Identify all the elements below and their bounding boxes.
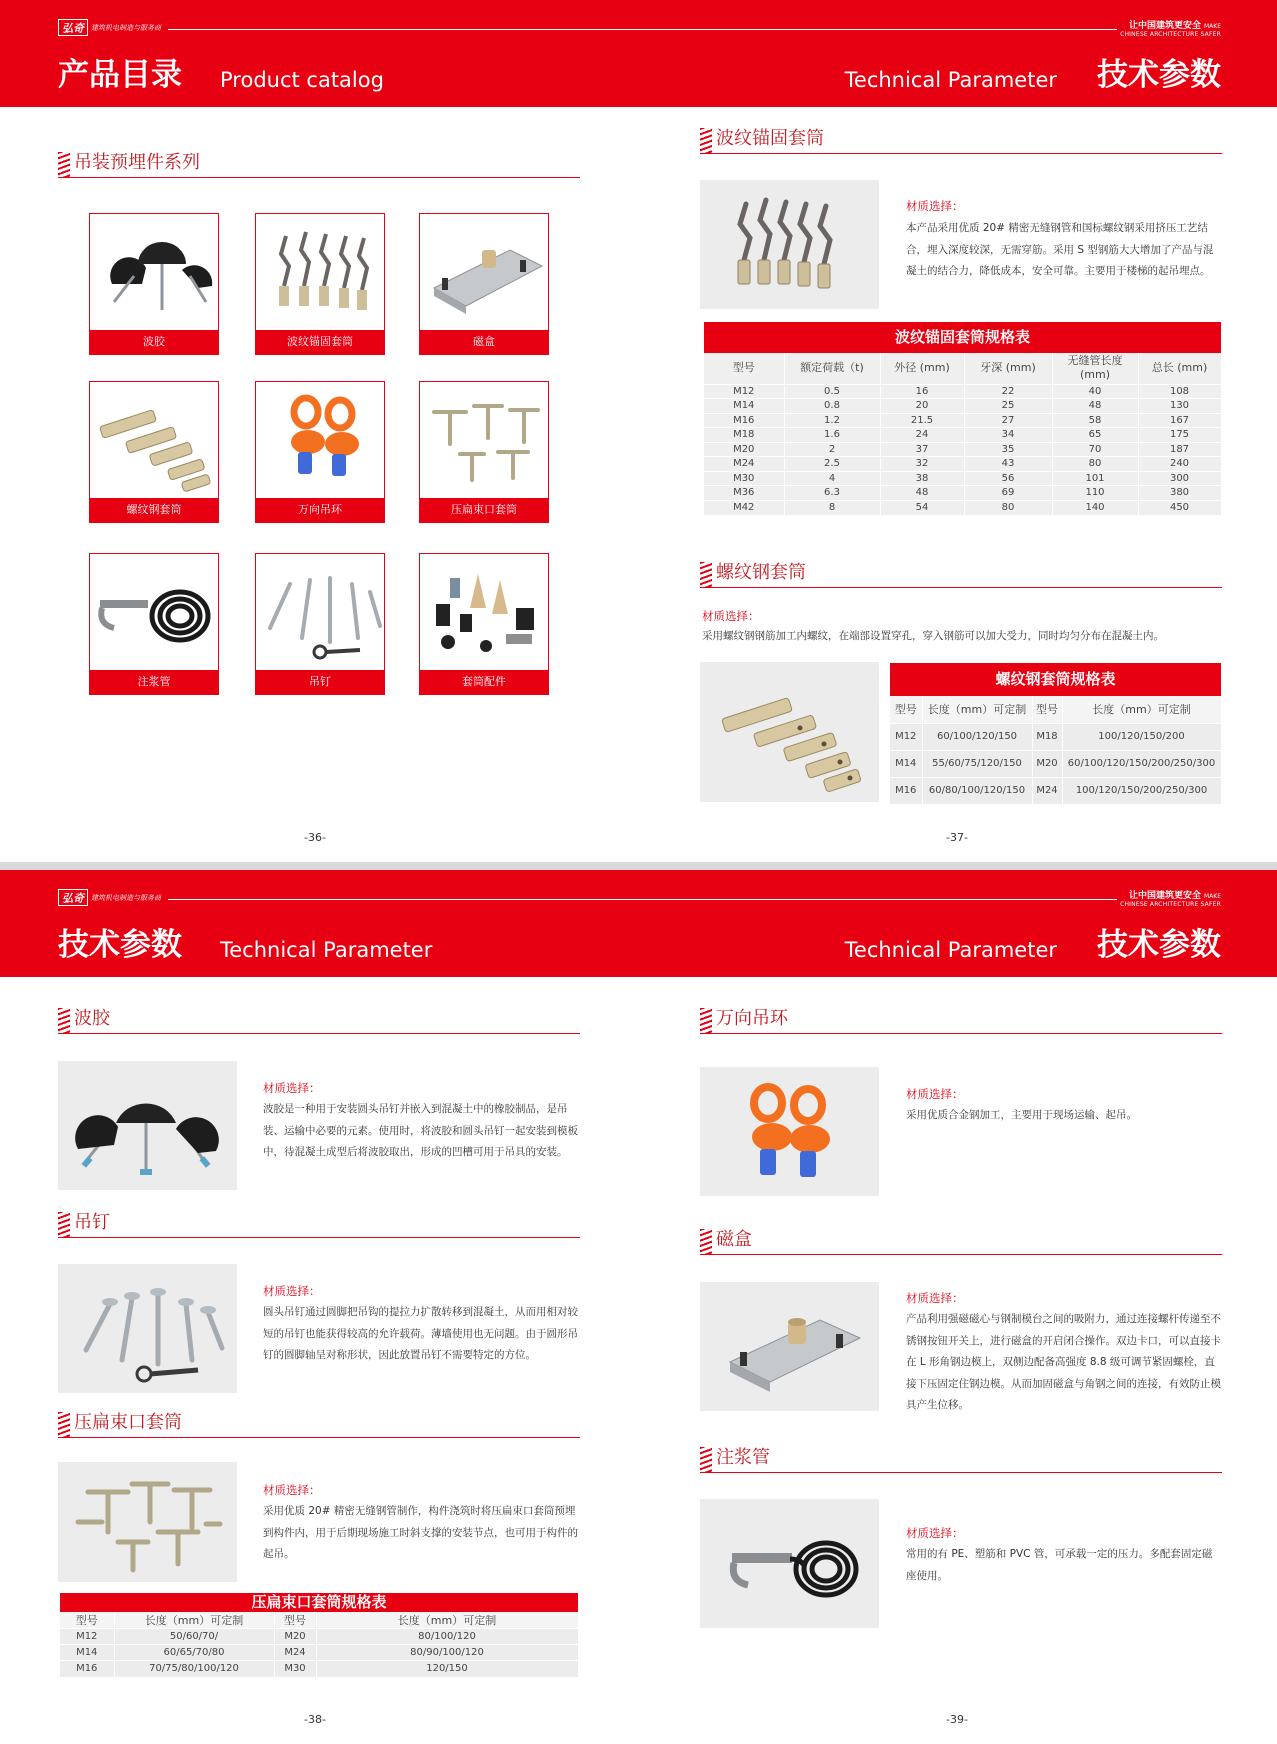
swivel-lifting-ring-icon: [700, 1067, 879, 1196]
section-title: 波胶: [74, 1008, 110, 1029]
table-cell: 2.5: [784, 457, 880, 472]
section-stripes-icon: [58, 1008, 70, 1034]
catalog-card: [419, 553, 549, 695]
rebar-sleeve-icon: [90, 382, 218, 498]
table-cell: 240: [1138, 457, 1221, 472]
catalog-card-label: 波纹锚固套筒: [256, 330, 384, 354]
magnetic-box-icon: [420, 214, 548, 330]
material-title: 材质选择：: [906, 199, 964, 213]
lifting-pin-icon: [58, 1264, 237, 1393]
corrugated-anchor-sleeve-icon: [700, 180, 879, 309]
table-cell: 69: [964, 486, 1052, 501]
table-header-cell: 长度（mm）可定制: [114, 1612, 274, 1629]
flattened-sleeve-icon: [58, 1462, 237, 1582]
material-text: 圆头吊钉通过圆脚把吊钩的提拉力扩散转移到混凝土，从而用相对较短的吊钉也能获得较高的允许载荷。薄墙使用也无问题。由于圆形吊钉的圆脚轴呈对称形状，因此放置吊钉不需要特定的方位。: [263, 1306, 578, 1361]
section-stripes-icon: [700, 562, 712, 588]
table-cell: 80: [964, 500, 1052, 515]
table-cell: M16: [704, 413, 784, 428]
table-cell: M20: [274, 1629, 316, 1645]
section-title: 注浆管: [716, 1447, 770, 1468]
table-cell: 35: [964, 442, 1052, 457]
table-cell: 70/75/80/100/120: [114, 1661, 274, 1677]
table-cell: 2: [784, 442, 880, 457]
table-title: 压扁束口套筒规格表: [60, 1593, 578, 1612]
table-header-cell: 型号: [890, 696, 922, 723]
table-header-cell: 型号: [274, 1612, 316, 1629]
rebar-spec-table: [890, 696, 1222, 804]
table-cell: M18: [704, 428, 784, 443]
swivel-lifting-ring-icon: [256, 382, 384, 498]
table-cell: 120/150: [316, 1661, 578, 1677]
table-cell: 80: [1052, 457, 1138, 472]
logo-text: 建筑机电制造与服务商: [91, 23, 161, 32]
catalog-spread-38-39: [0, 870, 1277, 1744]
table-cell: 108: [1138, 384, 1221, 399]
section-title: 压扁束口套筒: [74, 1412, 182, 1433]
brand-logo: [58, 889, 161, 906]
page-number-left: -36-: [304, 831, 326, 844]
catalog-card: [419, 213, 549, 355]
catalog-card-label: 万向吊环: [256, 498, 384, 522]
table-cell: 34: [964, 428, 1052, 443]
material-text: 采用螺纹钢钢筋加工内螺纹，在端部设置穿孔，穿入钢筋可以加大受力，同时均匀分布在混凝土内。: [702, 630, 1164, 642]
slogan-en-top: MAKE: [1203, 23, 1221, 30]
material-text: 采用优质合金钢加工，主要用于现场运输、起吊。: [906, 1109, 1137, 1121]
table-header-cell: 牙深 (mm): [964, 353, 1052, 384]
table-cell: M24: [704, 457, 784, 472]
logo-mark: 弘奇: [58, 19, 88, 36]
section-header-bojiao: [58, 1006, 580, 1034]
material-text: 本产品采用优质 20# 精密无缝钢管和国标螺纹钢采用挤压工艺结合，埋入深度较深，无需穿筋。采用 S 型钢筋大大增加了产品与混凝土的结合力，降低成本，安全可靠。主要用于楼梯的起吊埋点。: [906, 222, 1214, 277]
page-number-right: -37-: [946, 831, 968, 844]
material-text: 常用的有 PE、塑筋和 PVC 管，可承载一定的压力。多配套固定磁座使用。: [906, 1548, 1213, 1582]
catalog-spread-36-37: [0, 0, 1277, 862]
corrugated-spec-table: [704, 353, 1222, 515]
section-header-diaoding: [58, 1210, 580, 1238]
magnetic-box-icon: [700, 1282, 879, 1411]
slogan-en-top: MAKE: [1203, 893, 1221, 900]
section-title: 波纹锚固套筒: [716, 128, 824, 149]
table-cell: M20: [704, 442, 784, 457]
material-title: 材质选择：: [906, 1526, 964, 1540]
catalog-card-label: 磁盒: [420, 330, 548, 354]
table-cell: 101: [1052, 471, 1138, 486]
page-title-right-cn: 技术参数: [1097, 57, 1221, 93]
table-cell: M24: [274, 1645, 316, 1661]
catalog-card-label: 注浆管: [90, 670, 218, 694]
table-header-cell: 长度（mm）可定制: [316, 1612, 578, 1629]
slogan-cn: 让中国建筑更安全: [1128, 21, 1201, 31]
catalog-card: [89, 381, 219, 523]
table-cell: M14: [890, 750, 922, 777]
header-rule: [168, 899, 1117, 900]
table-cell: 167: [1138, 413, 1221, 428]
table-cell: M16: [890, 777, 922, 804]
table-row: [60, 1661, 578, 1677]
slogan-en: CHINESE ARCHITECTURE SAFER: [1120, 901, 1221, 908]
material-title: 材质选择：: [263, 1483, 321, 1497]
table-row: [890, 777, 1221, 804]
catalog-card-label: 压扁束口套筒: [420, 498, 548, 522]
catalog-card-label: 波胶: [90, 330, 218, 354]
grouting-pipe-icon: [700, 1499, 879, 1628]
table-cell: M18: [1032, 723, 1062, 750]
table-cell: 27: [964, 413, 1052, 428]
section-stripes-icon: [700, 1008, 712, 1034]
table-cell: 60/80/100/120/150: [922, 777, 1032, 804]
table-cell: 58: [1052, 413, 1138, 428]
table-cell: 110: [1052, 486, 1138, 501]
page-number-left: -38-: [304, 1713, 326, 1726]
rubber-recess-former-icon: [90, 214, 218, 330]
table-cell: 48: [880, 486, 964, 501]
slogan: [1120, 889, 1221, 909]
catalog-card: [255, 553, 385, 695]
table-header-cell: 型号: [60, 1612, 114, 1629]
material-text: 产品利用强磁磁心与钢制模台之间的吸附力，通过连接螺杆传递至不锈钢按钮开关上，进行磁盒的开启闭合操作。双边卡口，可以直接卡在 L 形角钢边模上，双侧边配备高强度 8.8 级可调节紧固螺栓，直接下压固定住钢边模。从而加固磁盒与角钢之间的连接，有效防止模具产生位移。: [906, 1313, 1221, 1411]
flattened-sleeve-icon: [420, 382, 548, 498]
table-cell: 48: [1052, 399, 1138, 414]
grouting-pipe-icon: [90, 554, 218, 670]
header-band: [0, 0, 1277, 107]
table-cell: 100/120/150/200: [1062, 723, 1221, 750]
table-cell: M24: [1032, 777, 1062, 804]
table-cell: 22: [964, 384, 1052, 399]
brand-logo: [58, 19, 161, 36]
material-text: 波胶是一种用于安装圆头吊钉并嵌入到混凝土中的橡胶制品，是吊装、运输中必要的元素。使用时，将波胶和圆头吊钉一起安装到模板中，待混凝土成型后将波胶取出，形成的凹槽可用于吊具的安装。: [263, 1103, 578, 1158]
catalog-card: [255, 381, 385, 523]
section-title: 吊装预埋件系列: [74, 152, 200, 173]
table-cell: M30: [704, 471, 784, 486]
table-cell: 0.8: [784, 399, 880, 414]
table-row: [704, 384, 1221, 399]
slogan-en: CHINESE ARCHITECTURE SAFER: [1120, 31, 1221, 38]
table-cell: 140: [1052, 500, 1138, 515]
table-row: [890, 750, 1221, 777]
table-row: [60, 1629, 578, 1645]
page-title-right-cn: 技术参数: [1097, 927, 1221, 963]
flattened-sleeve-spec-table: [60, 1612, 579, 1677]
page-title-right-en: Technical Parameter: [844, 938, 1057, 962]
section-header-zhujiang: [700, 1445, 1222, 1473]
header-band: [0, 870, 1277, 977]
table-cell: 1.6: [784, 428, 880, 443]
table-cell: 1.2: [784, 413, 880, 428]
sleeve-accessories-icon: [420, 554, 548, 670]
catalog-card: [89, 553, 219, 695]
catalog-card-label: 螺纹钢套筒: [90, 498, 218, 522]
table-cell: 300: [1138, 471, 1221, 486]
corrugated-anchor-sleeve-icon: [256, 214, 384, 330]
section-stripes-icon: [700, 1229, 712, 1255]
table-row: [704, 500, 1221, 515]
page-number-right: -39-: [946, 1713, 968, 1726]
table-cell: 0.5: [784, 384, 880, 399]
section-stripes-icon: [700, 128, 712, 154]
section-stripes-icon: [58, 1212, 70, 1238]
table-cell: 80/100/120: [316, 1629, 578, 1645]
catalog-card: [89, 213, 219, 355]
table-cell: 24: [880, 428, 964, 443]
material-title: 材质选择：: [702, 609, 760, 623]
table-cell: M14: [60, 1645, 114, 1661]
table-cell: 130: [1138, 399, 1221, 414]
table-row: [704, 486, 1221, 501]
table-cell: 37: [880, 442, 964, 457]
material-text: 采用优质 20# 精密无缝钢管制作，构件浇筑时将压扁束口套筒预埋到构件内，用于后期现场施工时斜支撑的安装节点，也可用于构件的起吊。: [263, 1505, 578, 1560]
table-cell: 175: [1138, 428, 1221, 443]
table-cell: 56: [964, 471, 1052, 486]
section-stripes-icon: [58, 152, 70, 178]
material-title: 材质选择：: [906, 1291, 964, 1305]
table-cell: 43: [964, 457, 1052, 472]
header-rule: [168, 29, 1117, 30]
rebar-sleeve-icon: [700, 662, 879, 802]
table-title: 波纹锚固套筒规格表: [704, 322, 1221, 353]
table-cell: M20: [1032, 750, 1062, 777]
section-stripes-icon: [700, 1447, 712, 1473]
section-title: 吊钉: [74, 1212, 110, 1233]
table-cell: 16: [880, 384, 964, 399]
table-row: [704, 457, 1221, 472]
section-stripes-icon: [58, 1412, 70, 1438]
table-cell: 21.5: [880, 413, 964, 428]
page-title-left-cn: 技术参数: [58, 927, 182, 963]
table-header-cell: 外径 (mm): [880, 353, 964, 384]
logo-mark: 弘奇: [58, 889, 88, 906]
section-header-catalog: [58, 150, 580, 178]
page-title-left-en: Technical Parameter: [220, 938, 433, 962]
section-header-rebar: [700, 560, 1222, 588]
table-cell: 32: [880, 457, 964, 472]
table-cell: 80/90/100/120: [316, 1645, 578, 1661]
table-cell: 4: [784, 471, 880, 486]
table-cell: 50/60/70/: [114, 1629, 274, 1645]
table-row: [704, 442, 1221, 457]
table-header-cell: 型号: [704, 353, 784, 384]
table-cell: 40: [1052, 384, 1138, 399]
table-cell: M36: [704, 486, 784, 501]
table-cell: M12: [704, 384, 784, 399]
table-cell: 380: [1138, 486, 1221, 501]
table-cell: 25: [964, 399, 1052, 414]
lifting-pin-icon: [256, 554, 384, 670]
table-cell: 65: [1052, 428, 1138, 443]
table-cell: 60/65/70/80: [114, 1645, 274, 1661]
table-header-cell: 总长 (mm): [1138, 353, 1221, 384]
section-header-yabian: [58, 1410, 580, 1438]
table-cell: M42: [704, 500, 784, 515]
catalog-card-label: 套筒配件: [420, 670, 548, 694]
table-cell: 450: [1138, 500, 1221, 515]
table-row: [890, 723, 1221, 750]
section-header-corrugated: [700, 126, 1222, 154]
catalog-card-label: 吊钉: [256, 670, 384, 694]
table-row: [704, 399, 1221, 414]
page-title-right-en: Technical Parameter: [844, 68, 1057, 92]
material-title: 材质选择：: [906, 1087, 964, 1101]
table-header-cell: 无缝管长度 (mm): [1052, 353, 1138, 384]
table-cell: 187: [1138, 442, 1221, 457]
section-header-wanxiang: [700, 1006, 1222, 1034]
table-row: [704, 428, 1221, 443]
table-cell: 70: [1052, 442, 1138, 457]
logo-text: 建筑机电制造与服务商: [91, 893, 161, 902]
table-cell: M30: [274, 1661, 316, 1677]
table-cell: 8: [784, 500, 880, 515]
table-header-cell: 额定荷载（t): [784, 353, 880, 384]
table-cell: 100/120/150/200/250/300: [1062, 777, 1221, 804]
table-cell: M12: [60, 1629, 114, 1645]
slogan: [1120, 19, 1221, 39]
catalog-card: [255, 213, 385, 355]
table-row: [704, 471, 1221, 486]
table-cell: 60/100/120/150: [922, 723, 1032, 750]
table-cell: 6.3: [784, 486, 880, 501]
section-title: 螺纹钢套筒: [716, 562, 806, 583]
material-title: 材质选择：: [263, 1081, 321, 1095]
slogan-cn: 让中国建筑更安全: [1128, 891, 1201, 901]
section-title: 万向吊环: [716, 1008, 788, 1029]
rubber-recess-former-icon: [58, 1061, 237, 1190]
section-header-cihe: [700, 1227, 1222, 1255]
table-cell: M12: [890, 723, 922, 750]
table-row: [60, 1645, 578, 1661]
section-title: 磁盒: [716, 1229, 752, 1250]
table-row: [704, 413, 1221, 428]
table-title: 螺纹钢套筒规格表: [890, 663, 1221, 696]
table-cell: 55/60/75/120/150: [922, 750, 1032, 777]
table-header-cell: 长度（mm）可定制: [1062, 696, 1221, 723]
table-header-cell: 长度（mm）可定制: [922, 696, 1032, 723]
table-cell: 60/100/120/150/200/250/300: [1062, 750, 1221, 777]
catalog-card: [419, 381, 549, 523]
page-title-left-en: Product catalog: [220, 68, 384, 92]
table-header-cell: 型号: [1032, 696, 1062, 723]
table-cell: 20: [880, 399, 964, 414]
table-cell: 38: [880, 471, 964, 486]
material-title: 材质选择：: [263, 1284, 321, 1298]
page-title-left-cn: 产品目录: [58, 57, 182, 93]
table-cell: M14: [704, 399, 784, 414]
table-cell: 54: [880, 500, 964, 515]
table-cell: M16: [60, 1661, 114, 1677]
